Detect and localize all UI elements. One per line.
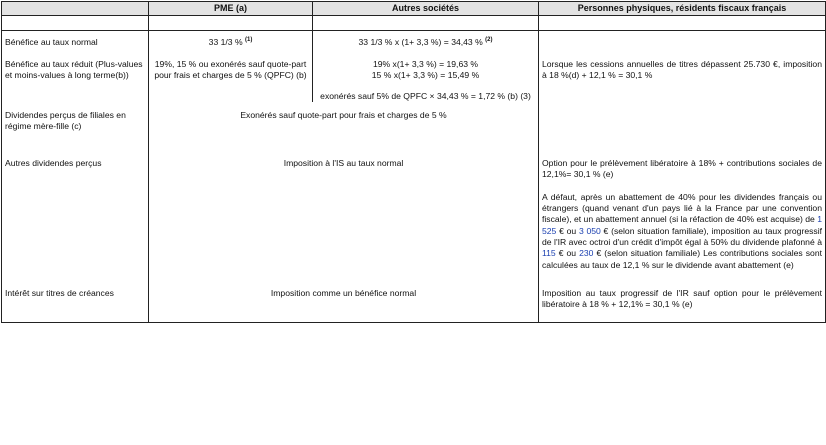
cell-merged: Imposition comme un bénéfice normal [149, 285, 539, 323]
cell-autres: 33 1/3 % x (1+ 3,3 %) = 34,43 % $^{(2)}$ [313, 31, 539, 56]
header-row [2, 2, 826, 16]
row-label: Bénéfice au taux normal [2, 31, 149, 56]
row-titres-creances [2, 285, 826, 323]
cell-pme: 33 1/3 % $^{(1)}$ [149, 31, 313, 56]
spacer-row [2, 16, 826, 31]
footnote-ref: (2) [485, 37, 493, 44]
row-label: Intérêt sur titres de créances [2, 285, 149, 323]
cell-autres: 19% x(1+ 3,3 %) = 19,63 % 15 % x(1+ 3,3 %) = 15,49 % exonérés sauf 5% de QPFC × 34,43 % = 1,72 % (b) (3) [313, 55, 539, 102]
cell-personnes [539, 102, 826, 144]
header-autres-societes: Autres sociétés [313, 2, 539, 16]
row-label: Autres dividendes perçus [2, 144, 149, 285]
cell-merged: Exonérés sauf quote-part pour frais et charges de 5 % [149, 102, 539, 144]
cell-personnes: Lorsque les cessions annuelles de titres dépassent 25.730 €, imposition à 18 %(d) + 12,1 % = 30,1 % [539, 55, 826, 102]
amount-value: 115 [542, 248, 556, 259]
amount-value: 230 [579, 248, 594, 259]
row-benefice-normal [2, 31, 826, 56]
footnote-ref: (1) [244, 37, 253, 44]
tax-table [1, 1, 826, 323]
cell-personnes: Option pour le prélèvement libératoire à 18% + contributions sociales de 12,1%= 30,1 % (e) A défaut, après un abattement de 40% pour les dividendes français ou étrangers (quand venant d'un pays lié à la France par une convention fiscale), et un abattement annuel (si la réfaction de 40% est acquise) de 1 525 € ou 3 050 € (selon situation familiale), imposition au taux progressif de l'IR avec octroi d'un crédit d'impôt égal à 50% du dividende plafonné à 115 € ou 230 € (selon situation familiale) Les contributions sociales sont calculées au taux de 12,1 % sur le dividende avant abattement (e) [539, 144, 826, 285]
cell-pme: 19%, 15 % ou exonérés sauf quote-part pour frais et charges de 5 % (QPFC) (b) [149, 55, 313, 102]
row-label: Bénéfice au taux réduit (Plus-values et moins-values à long terme(b)) [2, 55, 149, 102]
row-label: Dividendes perçus de filiales en régime mère-fille (c) [2, 102, 149, 144]
amount-value: 1 525 [542, 214, 822, 236]
header-empty [2, 2, 149, 16]
amount-value: 3 050 [578, 225, 601, 236]
header-personnes-physiques: Personnes physiques, résidents fiscaux français [539, 2, 826, 16]
header-pme: PME (a) [149, 2, 313, 16]
row-autres-dividendes [2, 144, 826, 285]
row-dividendes-filiales [2, 102, 826, 144]
row-benefice-reduit [2, 55, 826, 102]
cell-personnes: Imposition au taux progressif de l'IR sauf option pour le prélèvement libératoire à 18 % + 12,1% = 30,1 % (e) [539, 285, 826, 323]
cell-personnes [539, 31, 826, 56]
cell-merged: Imposition à l'IS au taux normal [149, 144, 539, 285]
